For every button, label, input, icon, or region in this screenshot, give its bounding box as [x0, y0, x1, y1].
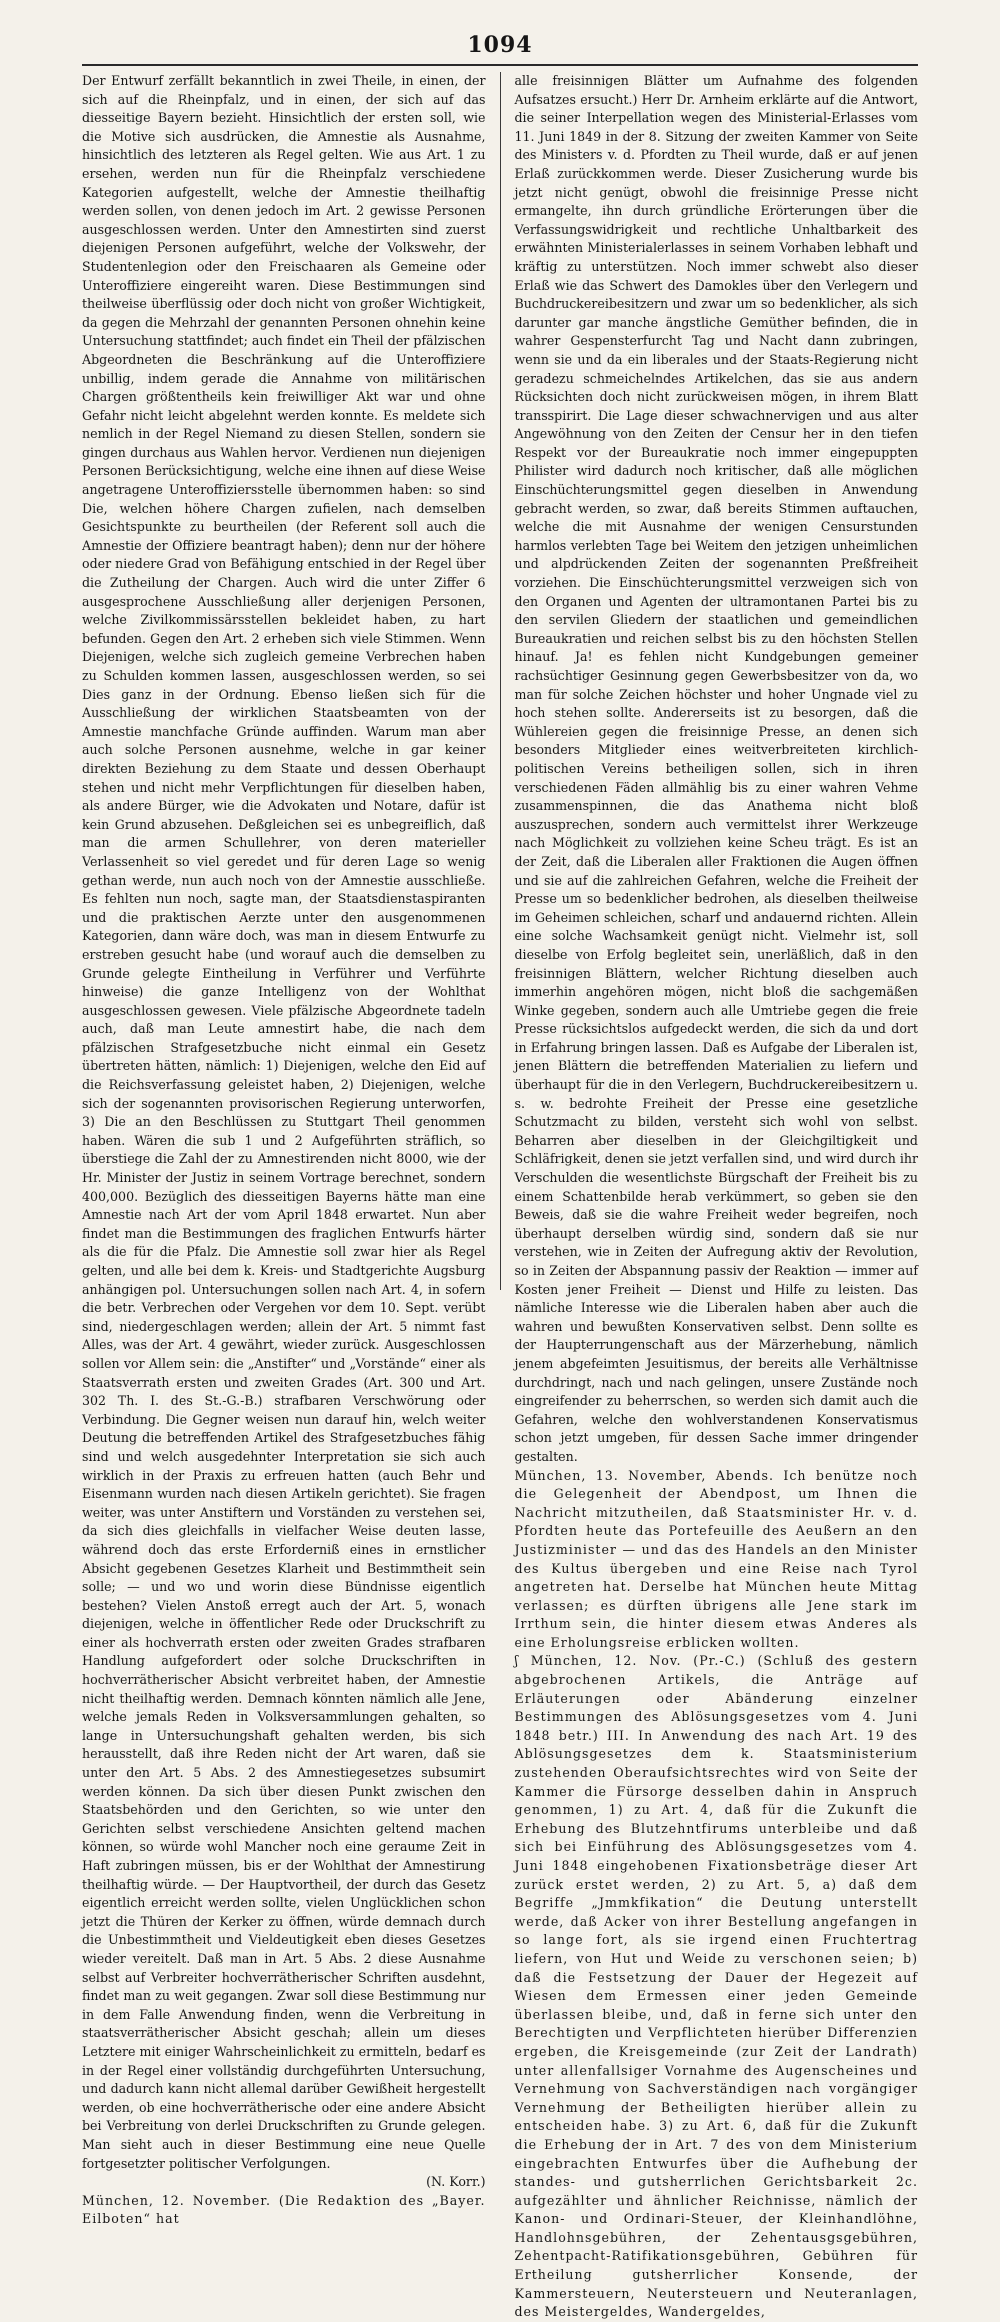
left-column: [82, 72, 486, 2227]
right-article-continuation: alle freisinnigen Blätter um Aufnahme des folgenden Aufsatzes ersucht.) Herr Dr. Arnheim erklärte auf die Antwort, die seiner Interpellation wegen des Ministerial-Erlasses vom 11. Juni 1849 in der 8. Sitzung der zweiten Kammer von Seite des Ministers v. d. Pfordten zu Theil wurde, daß er auf jenen Erlaß zurückkommen werde. Dieser Zusicherung wurde bis jetzt nicht genügt, obwohl die freisinnige Presse nicht ermangelte, ihn durch gründliche Erörterungen über die Verfassungswidrigkeit und rechtliche Unhaltbarkeit des erwähnten Ministerialerlasses in seinem Vorhaben lebhaft und kräftig zu unterstützen. Noch immer schwebt also dieser Erlaß wie das Schwert des Damokles über den Verlegern und Buchdruckereibesitzern und zwar um so bedenklicher, als sich darunter gar manche ängstliche Gemüther befinden, die in wahrer Gespensterfurcht Tag und Nacht dann zubringen, wenn sie und da ein liberales und der Staats-Regierung nicht geradezu schmeichelndes Artikelchen, das sie aus andern Rücksichten doch nicht zurückweisen mögen, in ihrem Blatt transspirirt. Die Lage dieser schwachnervigen und aus alter Angewöhnung von den Zeiten der Censur her in den tiefen Respekt vor der Bureaukratie noch immer eingepuppten Philister wird dadurch noch kritischer, daß alle möglichen Einschüchterungsmittel gegen dieselben in Anwendung gebracht werden, so zwar, daß bereits Stimmen auftauchen, welche die mit Ausnahme der wenigen Censurstunden harmlos verlebten Tage bei Weitem den jetzigen unheimlichen und alpdrückenden Zeiten der sogenannten Preßfreiheit vorziehen. Die Einschüchterungsmittel verzweigen sich von den Organen und Agenten der ultramontanen Partei bis zu den servilen Gliedern der staatlichen und gemeindlichen Bureaukratien und reichen selbst bis zu den höchsten Stellen hinauf. Ja! es fehlen nicht Kundgebungen gemeiner rachsüchtiger Gesinnung gegen Gewerbsbesitzer von da, wo man für solche Zeichen höchster und hoher Ungnade viel zu hoch stehen sollte. Andererseits ist zu besorgen, daß die Wühlereien gegen die freisinnige Presse, an denen sich besonders Mitglieder eines weitverbreiteten kirchlich-politischen Vereins betheiligen sollen, sich in ihren verschiedenen Fäden allmählig bis zu einer wahren Vehme zusammenspinnen, die das Anathema nicht bloß auszusprechen, sondern auch vermittelst ihrer Werkzeuge nach Möglichkeit zu vollziehen keine Scheu trägt. Es ist an der Zeit, daß die Liberalen aller Fraktionen die Augen öffnen und sie auf die zahlreichen Gefahren, welche die Freiheit der Presse um so bedenklicher bedrohen, als dieselben theilweise im Geheimen schleichen, scharf und andauernd richten. Allein eine solche Wachsamkeit genügt nicht. Vielmehr ist, soll dieselbe von Erfolg begleitet sein, unerläßlich, daß in den freisinnigen Blättern, welcher Richtung dieselben auch immerhin angehören mögen, nicht bloß die sachgemäßen Winke gegeben, sondern auch alle Umtriebe gegen die freie Presse rücksichtslos aufgedeckt werden, die sich da und dort in Erfahrung bringen lassen. Daß es Aufgabe der Liberalen ist, jenen Blättern die betreffenden Materialien zu liefern und überhaupt für die in den Verlegern, Buchdruckereibesitzern u. s. w. bedrohte Freiheit der Presse eine gesetzliche Schutzmacht zu bilden, versteht sich wohl von selbst. Beharren aber dieselben in der Gleichgiltigkeit und Schläfrigkeit, denen sie jetzt verfallen sind, und wird durch ihr Verschulden die wesentlichste Bürgschaft der Freiheit bis zu einem Schattenbilde herab verkümmert, so geben sie den Beweis, daß sie die wahre Freiheit weder begreifen, noch überhaupt derselben würdig sind, sondern daß sie nur verstehen, wie in Zeiten der Aufregung aktiv der Revolution, so in Zeiten der Abspannung passiv der Reaktion — immer auf Kosten jener Freiheit — Dienst und Hilfe zu leisten. Das nämliche Interesse wie die Liberalen haben aber auch die wahren und bewußten Konservativen selbst. Denn sollte es der Haupterrungenschaft aus der Märzerhebung, nämlich jenem abgefeimten Jesuitismus, der bereits alle Verhältnisse durchdringt, nach und nach gelingen, unsere Zustände noch eingreifender zu beherrschen, so werden sich damit auch die Gefahren, welche den wohlverstandenen Konservatismus schon jetzt umgeben, für dessen Sache immer dringender gestalten.: [514, 73, 918, 1464]
two-column-body: [82, 72, 918, 2320]
right-column: [514, 72, 919, 2320]
dateline-munich: München, 12. November. (Die Redaktion des „Bayer. Eilboten“ hat: [82, 2192, 486, 2227]
column-divider: [500, 72, 501, 1290]
page-number: 1094: [467, 32, 533, 58]
source-signature: (N. Korr.): [426, 2174, 486, 2190]
dateline-munich-13-nov: München, 13. November, Abends. Ich benütze noch die Gelegenheit der Abendpost, um Ihnen die Nachricht mitzutheilen, daß Staatsminister Hr. v. d. Pfordten heute das Portefeuille des Aeußern an den Justizminister — und das des Handels an den Minister des Kultus übergeben und eine Reise nach Tyrol angetreten hat. Derselbe hat München heute Mittag verlassen; es dürften übrigens alle Jene stark im Irrthum sein, die hinter diesem etwas Anderes als eine Erholungsreise erblicken wollten.: [514, 1467, 918, 1650]
dateline-munich-12-nov: ʃ München, 12. Nov. (Pr.-C.) (Schluß des gestern abgebrochenen Artikels, die Anträge auf Erläuterungen oder Abänderung einzelner Bestimmungen des Ablösungsgesetzes vom 4. Juni 1848 betr.) III. In Anwendung des nach Art. 19 des Ablösungsgesetzes dem k. Staatsministerium zustehenden Oberaufsichtsrechtes wird von Seite der Kammer die Fürsorge desselben dahin in Anspruch genommen, 1) zu Art. 4, daß für die Zukunft die Erhebung des Blutzehntfirums unterbleibe und daß sich bei Einführung des Ablösungsgesetzes vom 4. Juni 1848 eingehobenen Fixationsbeträge dieser Art zurück erstet werden, 2) zu Art. 5, a) daß dem Begriffe „Jmmkfikation“ die Deutung unterstellt werde, daß Acker von ihrer Bestellung angefangen in so lange fort, als sie irgend einen Fruchtertrag liefern, von Hut und Weide zu verschonen seien; b) daß die Festsetzung der Dauer der Hegezeit auf Wiesen dem Ermessen einer jeden Gemeinde überlassen bleibe, und, daß in ferne sich unter den Berechtigten und Verpflichteten hierüber Differenzien ergeben, die Kreisgemeinde (zur Zeit der Landrath) unter allenfallsiger Vornahme des Augenscheines und Vernehmung von Sachverständigen nach vorgängiger Vernehmung der Betheiligten hierüber allein zu entscheiden habe. 3) zu Art. 6, daß für die Zukunft die Erhebung der in Art. 7 des von dem Ministerium eingebrachten Entwurfes über die Aufhebung der standes- und gutsherrlichen Gerichtsbarkeit 2c. aufgezählter und ähnlicher Reichnisse, nämlich der Kanon- und Ordinari-Steuer, der Kleinhandlöhne, Handlohnsgebühren, der Zehentausgsgebühren, Zehentpacht-Ratifikationsgebühren, Gebühren für Ertheilung gutsherrlicher Konsende, der Kammersteuern, Neutersteuern und Neuteranlagen, des Meistergeldes, Wandergeldes,: [514, 1653, 918, 2320]
left-article-text: Der Entwurf zerfällt bekanntlich in zwei Theile, in einen, der sich auf die Rheinpfalz, und in einen, der sich auf das diesseitige Bayern bezieht. Hinsichtlich der ersten soll, wie die Motive sich ausdrücken, die Amnestie als Ausnahme, hinsichtlich des letzteren als Regel gelten. Wie aus Art. 1 zu ersehen, werden nun für die Rheinpfalz verschiedene Kategorien aufgestellt, welche der Amnestie theilhaftig werden sollen, von denen jedoch im Art. 2 gewisse Personen ausgeschlossen werden. Unter den Amnestirten sind zuerst diejenigen Personen aufgeführt, welche der Volkswehr, der Studentenlegion oder den Freischaaren als Gemeine oder Unteroffiziere eingereiht waren. Diese Bestimmungen sind theilweise überflüssig oder doch nicht von großer Wichtigkeit, da gegen die Mehrzahl der genannten Personen ohnehin keine Untersuchung stattfindet; auch findet ein Theil der pfälzischen Abgeordneten die Beschränkung auf die Unteroffiziere unbillig, indem gerade die Annahme von militärischen Chargen größtentheils kein freiwilliger Akt war und ohne Gefahr nicht leicht abgelehnt werden konnte. Es meldete sich nemlich in der Regel Niemand zu diesen Stellen, sondern sie gingen durchaus aus Wahlen hervor. Verdienen nun diejenigen Personen Berücksichtigung, welche eine ihnen auf diese Weise angetragene Unteroffiziersstelle übernommen haben: so sind Die, welchen höhere Chargen zufielen, nach demselben Gesichtspunkte zu beurtheilen (der Referent soll auch die Amnestie der Offiziere beantragt haben); denn nur der höhere oder niedere Grad von Befähigung entschied in der Regel über die Zutheilung der Chargen. Auch wird die unter Ziffer 6 ausgesprochene Ausschließung aller derjenigen Personen, welche Zivilkommissärsstellen bekleidet haben, zu hart befunden. Gegen den Art. 2 erheben sich viele Stimmen. Wenn Diejenigen, welche sich zugleich gemeine Verbrechen haben zu Schulden kommen lassen, ausgeschlossen werden, so sei Dies ganz in der Ordnung. Ebenso ließen sich für die Ausschließung der wirklichen Staatsbeamten von der Amnestie manchfache Gründe auffinden. Warum man aber auch solche Personen ausnehme, welche in gar keiner direkten Beziehung zu dem Staate und dessen Oberhaupt stehen und nicht mehr Verpflichtungen für dieselben haben, als andere Bürger, wie die Advokaten und Notare, dafür ist kein Grund abzusehen. Deßgleichen sei es unbegreiflich, daß man die armen Schullehrer, von deren materieller Verlassenheit so viel geredet und für deren Lage so wenig gethan werde, nun auch noch von der Amnestie ausschließe. Es fehlten nun noch, sagte man, der Staatsdienstaspiranten und die praktischen Aerzte unter den ausgenommenen Kategorien, dann wäre doch, was man in diesem Entwurfe zu erstreben gesucht habe (und worauf auch die demselben zu Grunde gelegte Eintheilung in Verführer und Verführte hinweise) die ganze Intelligenz von der Wohlthat ausgeschlossen gewesen. Viele pfälzische Abgeordnete tadeln auch, daß man Leute amnestirt habe, die nach dem pfälzischen Strafgesetzbuche nicht einmal ein Gesetz übertreten hätten, nämlich: 1) Diejenigen, welche den Eid auf die Reichsverfassung geleistet haben, 2) Diejenigen, welche sich der sogenannten provisorischen Regierung unterworfen, 3) Die an den Beschlüssen zu Stuttgart Theil genommen haben. Wären die sub 1 und 2 Aufgeführten sträflich, so überstiege die Zahl der zu Amnestirenden nicht 8000, wie der Hr. Minister der Justiz in seinem Vortrage berechnet, sondern 400,000. Bezüglich des diesseitigen Bayerns hätte man eine Amnestie nach Art der vom April 1848 erwartet. Nun aber findet man die Bestimmungen des fraglichen Entwurfs härter als die für die Pfalz. Die Amnestie soll zwar hier als Regel gelten, und alle bei dem k. Kreis- und Stadtgerichte Augsburg anhängigen pol. Untersuchungen sollen nach Art. 4, in sofern die betr. Verbrechen oder Vergehen vor dem 10. Sept. verübt sind, niedergeschlagen werden; allein der Art. 5 nimmt fast Alles, was der Art. 4 gewährt, wieder zurück. Ausgeschlossen sollen vor Allem sein: die „Anstifter“ und „Vorstände“ einer als Staatsverrath ersten und zweiten Grades (Art. 300 und Art. 302 Th. I. des St.-G.-B.) strafbaren Verschwörung oder Verbindung. Die Gegner weisen nun darauf hin, welch weiter Deutung die betreffenden Artikel des Strafgesetzbuches fähig sind und welch ausgedehnter Interpretation sie sich auch wirklich in der Praxis zu erfreuen hatten (auch Behr und Eisenmann wurden nach diesen Artikeln gerichtet). Sie fragen weiter, was unter Anstiftern und Vorständen zu verstehen sei, da sich dies gleichfalls in vielfacher Weise deuten lasse, während doch das erste Erforderniß eines in ernstlicher Absicht gegebenen Gesetzes Klarheit und Bestimmtheit sein solle; — und wo und worin diese Bündnisse eigentlich bestehen? Vielen Anstoß erregt auch der Art. 5, wonach diejenigen, welche in öffentlicher Rede oder Druckschrift zu einer als hochverrath ersten oder zweiten Grades strafbaren Handlung aufgefordert oder solche Druckschriften in hochverrätherischer Absicht verbreitet haben, der Amnestie nicht theilhaftig werden. Demnach könnten nämlich alle Jene, welche jemals Reden in Volksversammlungen gehalten, so lange in Untersuchungshaft gehalten werden, bis sich herausstellt, daß ihre Reden nicht der Art waren, daß sie unter den Art. 5 Abs. 2 des Amnestiegesetzes subsumirt werden können. Da sich über diesen Punkt zwischen den Staatsbehörden und den Gerichten, so wie unter den Gerichten selbst verschiedene Ansichten geltend machen können, so würde wohl Mancher noch eine geraume Zeit in Haft zubringen müssen, bis er der Wohlthat der Amnestirung theilhaftig würde. — Der Hauptvortheil, der durch das Gesetz eigentlich erreicht werden sollte, vielen Unglücklichen schon jetzt die Thüren der Kerker zu öffnen, würde demnach durch die Unbestimmtheit und Vieldeutigkeit eben dieses Gesetzes wieder vereitelt. Daß man in Art. 5 Abs. 2 diese Ausnahme selbst auf Verbreiter hochverrätherischer Schriften ausdehnt, findet man zu weit gegangen. Zwar soll diese Bestimmung nur in dem Falle Anwendung finden, wenn die Verbreitung in staatsverrätherischer Absicht geschah; allein um dieses Letztere mit einiger Wahrscheinlichkeit zu ermitteln, bedarf es in der Regel einer vollständig durchgeführten Untersuchung, und dadurch kann nicht allemal darüber Gewißheit hergestellt werden, ob eine hochverrätherische oder eine andere Absicht bei Verbreitung von derlei Druckschriften zu Grunde gelegen. Man sieht auch in dieser Bestimmung eine neue Quelle fortgesetzter politischer Verfolgungen.: [82, 73, 486, 2171]
header-rule: [82, 64, 918, 66]
